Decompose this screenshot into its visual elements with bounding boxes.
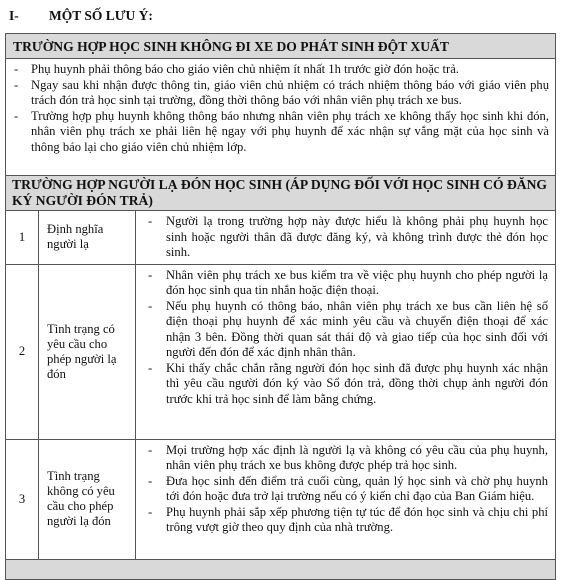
- heading-number: I-: [9, 8, 19, 23]
- list-item: - Ngay sau khi nhận được thông tin, giáo viên chủ nhiệm có trách nhiệm thông báo với giáo viên phụ trách đón trả học sinh tại trường, đồng thời thông báo với nhân viên phụ trách xe bus.: [6, 78, 549, 109]
- list-item: - Đưa học sinh đến điểm trả cuối cùng, quản lý học sinh và chờ phụ huynh tới đón hoặc đưa trở lại trường nếu có ý kiến chỉ đạo của Ban Giám hiệu.: [136, 474, 548, 505]
- table-row: [6, 264, 556, 439]
- next-section-header: [6, 559, 556, 579]
- list-item: - Trường hợp phụ huynh không thông báo nhưng nhân viên phụ trách xe không thấy học sinh khi đón, nhân viên phụ trách xe phải liên hệ ngay với phụ huynh để xác nhận sự vắng mặt của học sinh và thông báo lại cho giáo viên chủ nhiệm lớp.: [6, 109, 549, 156]
- section1-body-row: [6, 59, 556, 176]
- row-index: 1: [6, 211, 39, 265]
- section1-title: TRƯỜNG HỢP HỌC SINH KHÔNG ĐI XE DO PHÁT SINH ĐỘT XUẤT: [6, 34, 556, 59]
- list-item: - Nếu phụ huynh có thông báo, nhân viên phụ trách xe bus cần liên hệ số điện thoại phụ huynh để xác minh yêu cầu và chuyển điện thoại để xác nhận 3 bên. Đồng thời quan sát thái độ và giao tiếp của học sinh đối với người đến đón để xác định nhân thân.: [136, 299, 548, 361]
- section2-title: TRƯỜNG HỢP NGƯỜI LẠ ĐÓN HỌC SINH (ÁP DỤNG ĐỐI VỚI HỌC SINH CÓ ĐĂNG KÝ NGƯỜI ĐÓN TRẢ): [6, 176, 556, 211]
- row-label: Tình trạng không có yêu cầu cho phép người lạ đón: [39, 439, 136, 559]
- row-content: [136, 439, 556, 559]
- section1-list: [6, 59, 555, 158]
- heading-title: MỘT SỐ LƯU Ý:: [49, 8, 153, 23]
- list-item: - Nhân viên phụ trách xe bus kiểm tra về việc phụ huynh cho phép người lạ đón học sinh qua tin nhắn hoặc điện thoại.: [136, 268, 548, 299]
- row-content: [136, 264, 556, 439]
- table-row: [6, 439, 556, 559]
- list-item: - Người lạ trong trường hợp này được hiểu là không phải phụ huynh học sinh hoặc người thân đã được đăng ký, và không trình được thẻ đón học sinh.: [136, 214, 548, 261]
- row-list: [136, 440, 555, 539]
- row-index: 2: [6, 264, 39, 439]
- section1-body: [6, 59, 556, 176]
- row-list: [136, 211, 555, 264]
- list-item: - Phụ huynh phải thông báo cho giáo viên chủ nhiệm ít nhất 1h trước giờ đón hoặc trả.: [6, 62, 549, 78]
- row-index: 3: [6, 439, 39, 559]
- list-item: - Khi thấy chắc chắn rằng người đón học sinh đã được phụ huynh xác nhận thì yêu cầu người đón ký vào Sổ đón trả, đồng thời chụp ảnh người đón trước khi trả học sinh để làm bằng chứng.: [136, 361, 548, 408]
- section-heading: [9, 6, 153, 26]
- row-content: [136, 211, 556, 265]
- section2-header-row: [6, 176, 556, 211]
- notes-table: [5, 33, 556, 580]
- row-list: [136, 265, 555, 411]
- table-row-cutoff: [6, 559, 556, 579]
- table-row: [6, 211, 556, 265]
- row-label: Định nghĩa người lạ: [39, 211, 136, 265]
- section1-header-row: [6, 34, 556, 59]
- list-item: - Mọi trường hợp xác định là người lạ và không có yêu cầu của phụ huynh, nhân viên phụ trách xe bus không được phép trả học sinh.: [136, 443, 548, 474]
- row-label: Tình trạng có yêu cầu cho phép người lạ đón: [39, 264, 136, 439]
- list-item: - Phụ huynh phải sắp xếp phương tiện tự túc để đón học sinh và chịu chi phí trông vượt giờ theo quy định của nhà trường.: [136, 505, 548, 536]
